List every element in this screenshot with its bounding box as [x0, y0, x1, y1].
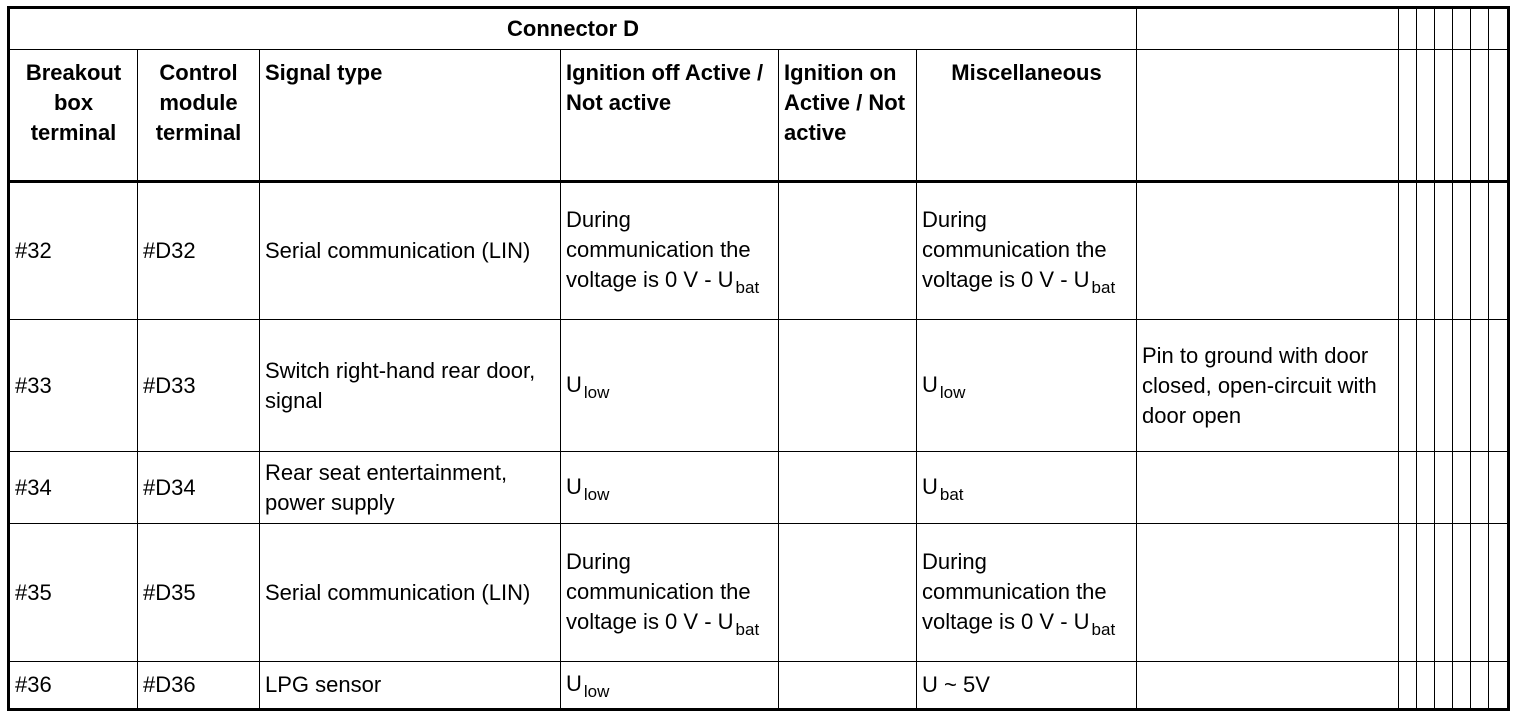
cell-ignition-on	[779, 320, 917, 452]
connector-d-table	[7, 6, 1510, 711]
blank-cell	[1453, 524, 1471, 662]
header-signal: Signal type	[260, 50, 561, 182]
cell-control: #D33	[138, 320, 260, 452]
voltage-subscript: bat	[939, 484, 964, 504]
table-row	[9, 320, 1509, 452]
table-header-row	[9, 50, 1509, 182]
voltage-symbol: U	[1073, 267, 1090, 292]
blank-cell	[1489, 524, 1509, 662]
blank-cell	[1417, 320, 1435, 452]
voltage-symbol: U	[566, 473, 582, 499]
cell-text: During communication the voltage is 0 V -	[566, 207, 751, 292]
table-row	[9, 452, 1509, 524]
blank-cell	[1435, 8, 1453, 50]
voltage-symbol: U	[566, 371, 582, 397]
blank-cell	[1489, 662, 1509, 710]
cell-text: During communication the voltage is 0 V -	[922, 548, 1107, 634]
cell-miscellaneous	[917, 452, 1137, 524]
cell-extra	[1137, 524, 1399, 662]
cell-text: U ~ 5V	[922, 672, 990, 697]
blank-cell	[1435, 452, 1453, 524]
blank-cell	[1399, 524, 1417, 662]
blank-cell	[1435, 50, 1453, 182]
blank-cell	[1471, 320, 1489, 452]
blank-cell	[1453, 320, 1471, 452]
cell-control: #D35	[138, 524, 260, 662]
blank-cell	[1435, 524, 1453, 662]
cell-ignition-off	[561, 662, 779, 710]
cell-ignition-on	[779, 662, 917, 710]
cell-signal: LPG sensor	[260, 662, 561, 710]
blank-cell	[1489, 182, 1509, 320]
table-row	[9, 524, 1509, 662]
blank-cell	[1435, 320, 1453, 452]
blank-cell	[1453, 182, 1471, 320]
blank-cell	[1417, 524, 1435, 662]
blank-cell	[1417, 452, 1435, 524]
cell-control: #D32	[138, 182, 260, 320]
cell-text: During communication the voltage is 0 V -	[566, 548, 751, 634]
blank-cell	[1471, 8, 1489, 50]
blank-cell	[1417, 182, 1435, 320]
cell-extra	[1137, 662, 1399, 710]
cell-signal: Rear seat entertainment, power supply	[260, 452, 561, 524]
header-ignition-off: Ignition off Active / Not active	[561, 50, 779, 182]
blank-cell	[1399, 452, 1417, 524]
blank-cell	[1399, 182, 1417, 320]
voltage-subscript: low	[583, 382, 610, 402]
cell-miscellaneous	[917, 320, 1137, 452]
table-row	[9, 662, 1509, 710]
blank-cell	[1453, 8, 1471, 50]
cell-signal: Switch right-hand rear door, signal	[260, 320, 561, 452]
cell-control: #D36	[138, 662, 260, 710]
blank-cell	[1435, 662, 1453, 710]
cell-ignition-on	[779, 524, 917, 662]
voltage-subscript: low	[583, 682, 610, 701]
voltage-symbol: U	[922, 371, 938, 397]
voltage-subscript: bat	[1091, 278, 1116, 297]
cell-ignition-off	[561, 524, 779, 662]
cell-ignition-off	[561, 182, 779, 320]
voltage-subscript: bat	[735, 278, 760, 297]
blank-cell	[1417, 50, 1435, 182]
cell-breakout: #35	[9, 524, 138, 662]
cell-breakout: #34	[9, 452, 138, 524]
blank-cell	[1399, 50, 1417, 182]
cell-signal: Serial communication (LIN)	[260, 524, 561, 662]
blank-cell	[1489, 8, 1509, 50]
table-title-row	[9, 8, 1509, 50]
cell-breakout: #33	[9, 320, 138, 452]
blank-cell	[1417, 8, 1435, 50]
blank-cell	[1399, 662, 1417, 710]
cell-ignition-on	[779, 452, 917, 524]
voltage-subscript: bat	[735, 619, 760, 639]
cell-extra	[1137, 452, 1399, 524]
blank-cell	[1471, 182, 1489, 320]
cell-extra	[1137, 182, 1399, 320]
voltage-subscript: low	[583, 484, 610, 504]
voltage-subscript: low	[939, 382, 966, 402]
blank-cell	[1399, 8, 1417, 50]
cell-ignition-off	[561, 320, 779, 452]
cell-miscellaneous	[917, 524, 1137, 662]
blank-cell	[1435, 182, 1453, 320]
blank-cell	[1453, 452, 1471, 524]
blank-cell	[1471, 452, 1489, 524]
cell-breakout: #32	[9, 182, 138, 320]
blank-cell	[1137, 8, 1399, 50]
blank-cell	[1489, 452, 1509, 524]
header-miscellaneous: Miscellaneous	[917, 50, 1137, 182]
blank-cell	[1399, 320, 1417, 452]
voltage-symbol: U	[922, 473, 938, 499]
blank-cell	[1453, 662, 1471, 710]
table-title: Connector D	[9, 8, 1137, 50]
voltage-symbol: U	[566, 671, 582, 696]
cell-extra: Pin to ground with door closed, open-circuit with door open	[1137, 320, 1399, 452]
blank-cell	[1489, 50, 1509, 182]
blank-cell	[1471, 524, 1489, 662]
blank-cell	[1489, 320, 1509, 452]
voltage-symbol: U	[717, 608, 734, 634]
header-ignition-on: Ignition on Active / Not active	[779, 50, 917, 182]
voltage-symbol: U	[1073, 608, 1090, 634]
blank-cell	[1471, 662, 1489, 710]
cell-miscellaneous	[917, 182, 1137, 320]
blank-cell	[1453, 50, 1471, 182]
blank-cell	[1471, 50, 1489, 182]
header-breakout: Breakout box terminal	[9, 50, 138, 182]
cell-breakout: #36	[9, 662, 138, 710]
cell-miscellaneous	[917, 662, 1137, 710]
cell-text: During communication the voltage is 0 V -	[922, 207, 1107, 292]
cell-ignition-on	[779, 182, 917, 320]
cell-ignition-off	[561, 452, 779, 524]
cell-control: #D34	[138, 452, 260, 524]
voltage-symbol: U	[717, 267, 734, 292]
cell-signal: Serial communication (LIN)	[260, 182, 561, 320]
blank-cell	[1417, 662, 1435, 710]
voltage-subscript: bat	[1091, 619, 1116, 639]
table-row	[9, 182, 1509, 320]
header-control: Control module terminal	[138, 50, 260, 182]
blank-cell	[1137, 50, 1399, 182]
